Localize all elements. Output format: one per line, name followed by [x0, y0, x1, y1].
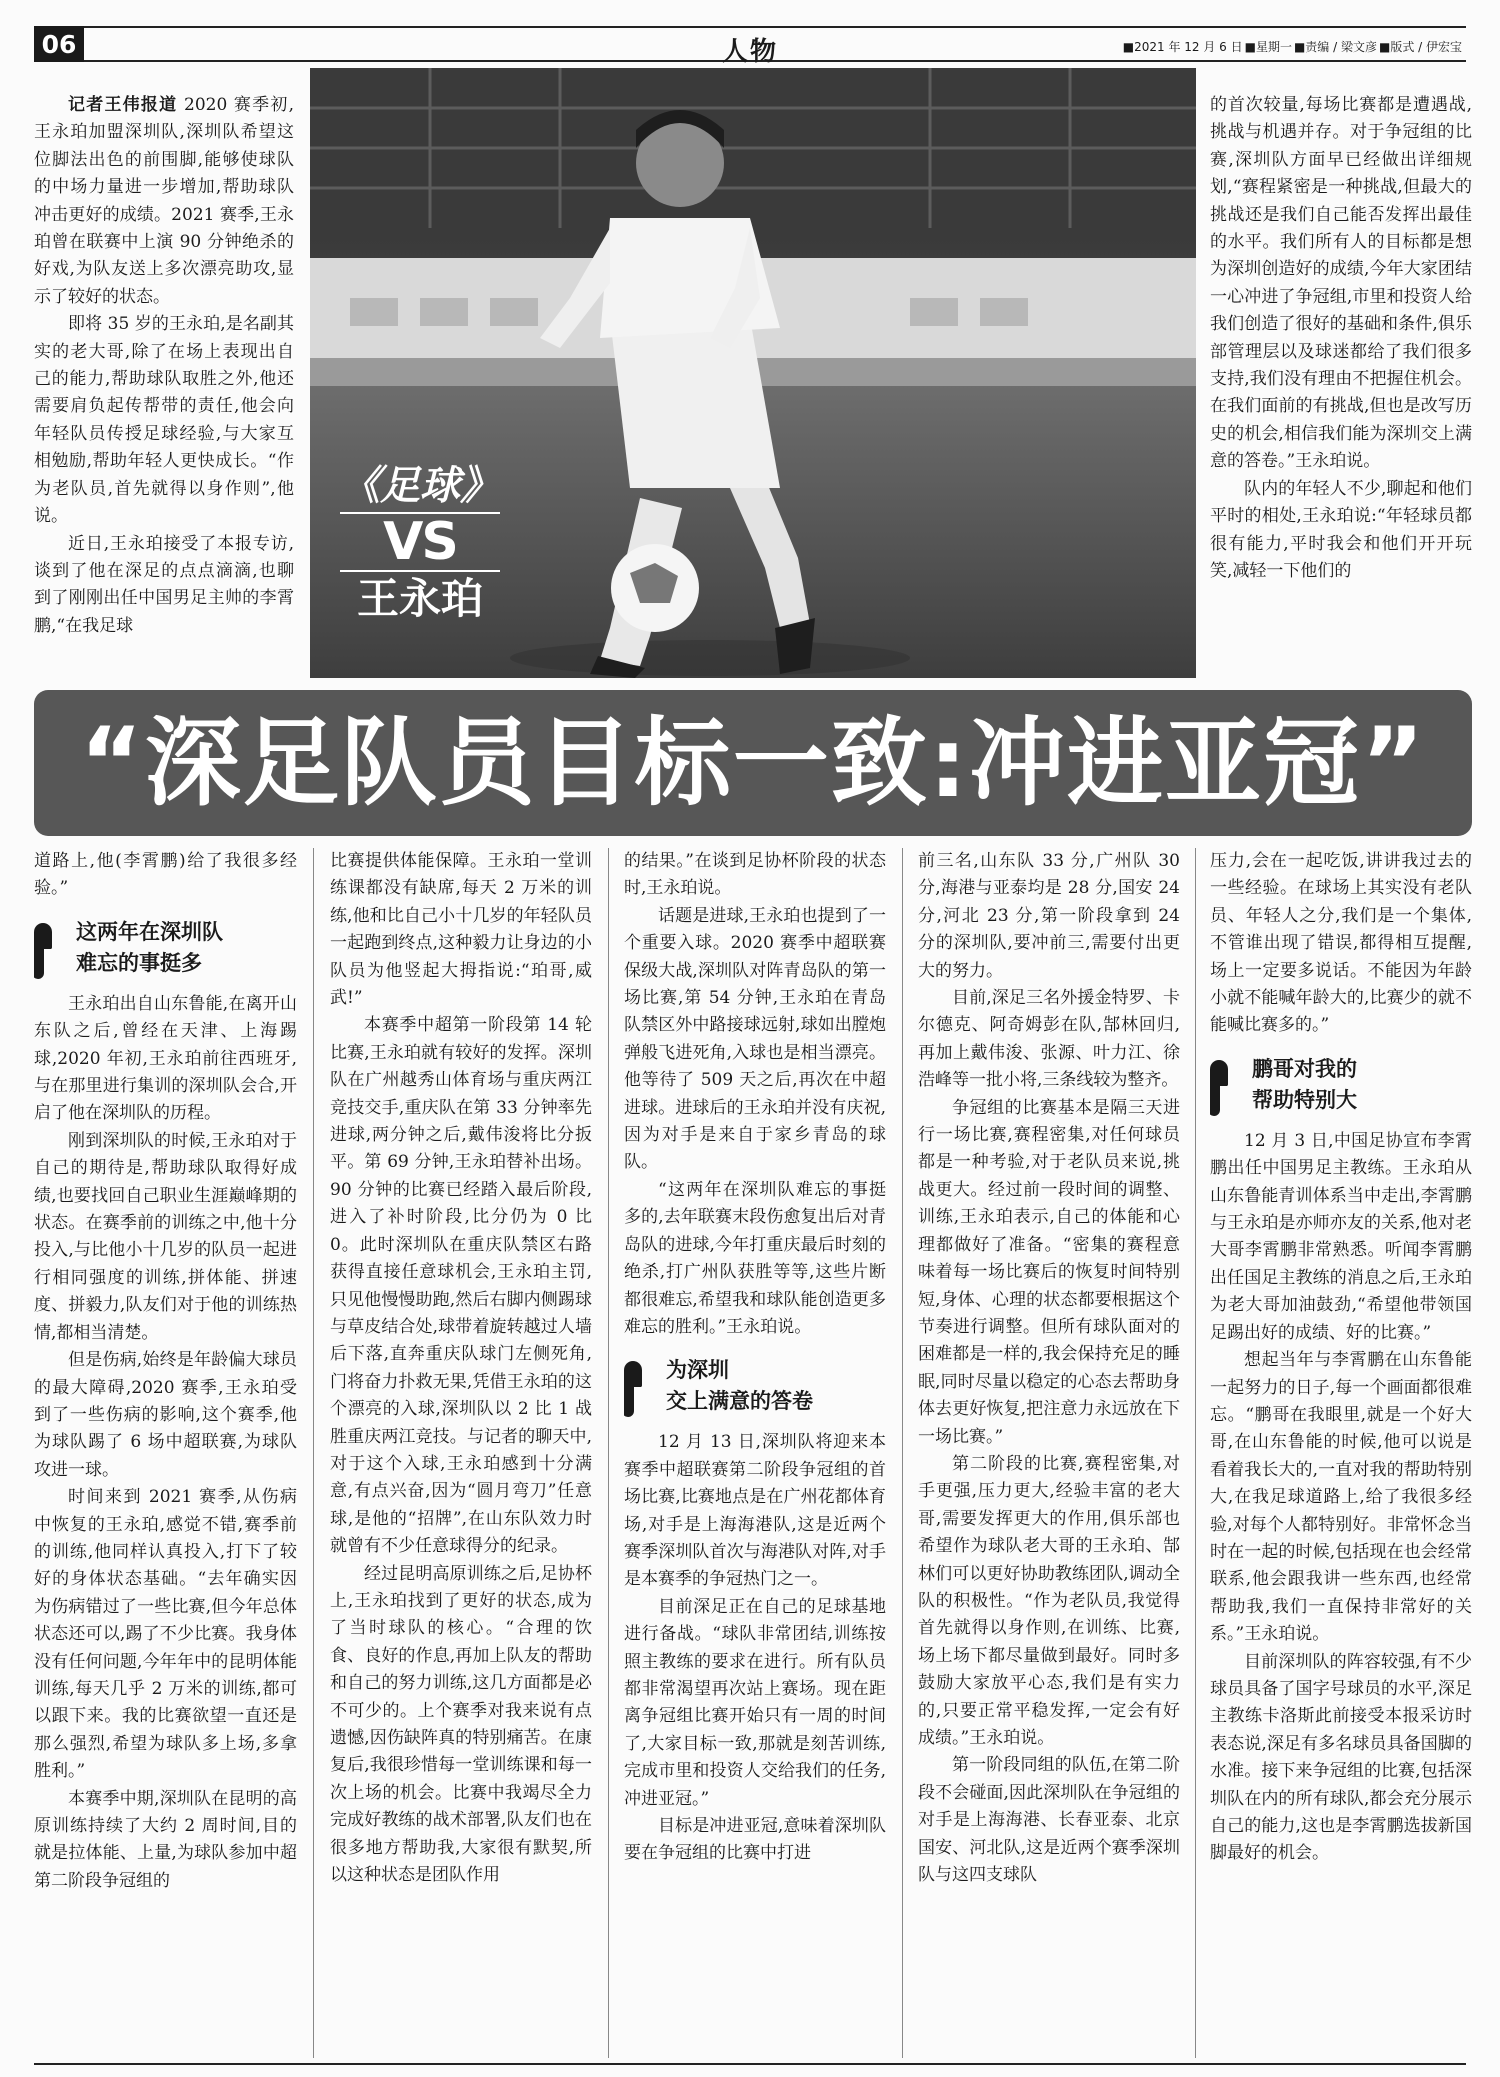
article-column-3 — [624, 848, 886, 2063]
headline: “深足队员目标一致:冲进亚冠” — [79, 707, 1427, 819]
section-title: 人物 — [721, 37, 778, 67]
article-paragraph: 经过昆明高原训练之后,足协杯上,王永珀找到了更好的状态,成为了当时球队的核心。“合理的饮食、良好的作息,再加上队友的帮助和自己的努力训练,这几方面都是必不可少的。上个赛季对我来说有点遗憾,因伤缺阵真的特别痛苦。在康复后,我很珍惜每一堂训练课和每一次上场的机会。比赛中我竭尽全力完成好教练的战术部署,队友们也在很多地方帮助我,大家很有默契,所以这种状态是团队作用 — [330, 1563, 592, 1886]
subheading-line: 这两年在深圳队 — [76, 919, 223, 944]
article-paragraph: 目前深圳队的阵容较强,有不少球员具备了国字号球员的水平,深足主教练卡洛斯此前接受本报采访时表态说,深足有多名球员具备国脚的水准。接下来争冠组的比赛,包括深圳队在内的所有球队,都会充分展示自己的能力,这也是李霄鹏选拔新国脚最好的机会。 — [1210, 1651, 1472, 1864]
article-paragraph: 记者王伟报道 2020 赛季初,王永珀加盟深圳队,深圳队希望这位脚法出色的前围脚,能够使球队的中场力量进一步增加,帮助球队冲击更好的成绩。2021 赛季,王永珀曾在联赛中上演 90 分钟绝杀的好戏,为队友送上多次漂亮助攻,显示了较好的状态。 — [34, 95, 294, 307]
article-paragraph: 的首次较量,每场比赛都是遭遇战,挑战与机遇并存。对于争冠组的比赛,深圳队方面早已经做出详细规划,“赛程紧密是一种挑战,但最大的挑战还是我们自己能否发挥出最佳的水平。我们所有人的目标都是想为深圳创造好的成绩,今年大家团结一心冲进了争冠组,市里和投资人给我们创造了很好的基础和条件,俱乐部管理层以及球迷都给了我们很多支持,我们没有理由不把握住机会。在我们面前的有挑战,但也是改写历史的机会,相信我们能为深圳交上满意的答卷。”王永珀说。 — [1210, 95, 1472, 472]
subheading-line: 帮助特别大 — [1252, 1087, 1357, 1112]
photo-title — [340, 462, 500, 624]
header-weekday: ■星期一 — [1244, 40, 1292, 54]
article-paragraph: 道路上,他(李霄鹏)给了我很多经验。” — [34, 851, 297, 899]
column-divider — [608, 848, 609, 2058]
subheading — [1210, 1054, 1472, 1118]
article-paragraph: 即将 35 岁的王永珀,是名副其实的老大哥,除了在场上表现出自己的能力,帮助球队取胜之外,他还需要肩负起传帮带的责任,他会向年轻队员传授足球经验,与大家互相勉励,帮助年轻人更快成长。“作为老队员,首先就得以身作则”,他说。 — [34, 314, 294, 527]
subheading-line: 为深圳 — [666, 1358, 729, 1383]
subheading — [34, 917, 297, 981]
article-paragraph: 队内的年轻人不少,聊起和他们平时的相处,王永珀说:“年轻球员都很有能力,平时我会和他们开开玩笑,减轻一下他们的 — [1210, 478, 1472, 581]
article-paragraph: 但是伤病,始终是年龄偏大球员的最大障碍,2020 赛季,王永珀受到了一些伤病的影响,这个赛季,他为球队踢了 6 场中超联赛,为球队攻进一球。 — [34, 1350, 297, 1480]
article-paragraph: 话题是进球,王永珀也提到了一个重要入球。2020 赛季中超联赛保级大战,深圳队对阵青岛队的第一场比赛,第 54 分钟,王永珀在青岛队禁区外中路接球远射,球如出膛炮弹般飞进死角,入球也是相当漂亮。他等待了 509 天之后,再次在中超进球。进球后的王永珀并没有庆祝,因为对手是来自于家乡青岛的球队。 — [624, 905, 886, 1173]
article-paragraph: 第二阶段的比赛,赛程密集,对手更强,压力更大,经验丰富的老大哥,需要发挥更大的作用,俱乐部也希望作为球队老大哥的王永珀、郜林们可以更好协助教练团队,调动全队的积极性。“作为老队员,我觉得首先就得以身作则,在训练、比赛,场上场下都尽量做到最好。同时多鼓励大家放平心态,我们是有实力的,只要正常平稳发挥,一定会有好成绩。”王永珀说。 — [918, 1453, 1180, 1748]
column-divider — [313, 848, 314, 2058]
header-editor: ■责编 / 梁文彦 — [1293, 40, 1377, 54]
subheading-line: 鹏哥对我的 — [1252, 1056, 1357, 1081]
article-paragraph: 前三名,山东队 33 分,广州队 30 分,海港与亚泰均是 28 分,国安 24 分,河北 23 分,第一阶段拿到 24 分的深圳队,要冲前三,需要付出更大的努力。 — [918, 851, 1180, 981]
header-layout: ■版式 / 伊宏宝 — [1378, 40, 1462, 54]
article-paragraph: “这两年在深圳队难忘的事挺多的,去年联赛末段伤愈复出后对青岛队的进球,今年打重庆最后时刻的绝杀,打广州队获胜等等,这些片断都很难忘,希望我和球队能创造更多难忘的胜利。”王永珀说。 — [624, 1179, 886, 1337]
page-number: 06 — [34, 26, 84, 62]
bottom-rule — [34, 2063, 1466, 2065]
article-paragraph: 比赛提供体能保障。王永珀一堂训练课都没有缺席,每天 2 万米的训练,他和比自己小十几岁的年轻队员一起跑到终点,这种毅力让身边的小队员为他竖起大拇指说:“珀哥,威武!” — [330, 851, 592, 1009]
article-column-top-right — [1210, 92, 1472, 672]
photo-title-line1: 《足球》 — [340, 463, 500, 509]
article-paragraph: 目前,深足三名外援金特罗、卡尔德克、阿奇姆彭在队,郜林回归,再加上戴伟浚、张源、叶力江、徐浩峰等一批小将,三条线较为整齐。 — [918, 988, 1180, 1091]
article-paragraph: 近日,王永珀接受了本报专访,谈到了他在深足的点点滴滴,也聊到了刚刚出任中国男足主帅的李霄鹏,“在我足球 — [34, 533, 294, 636]
subheading-line: 交上满意的答卷 — [666, 1389, 813, 1414]
article-paragraph: 压力,会在一起吃饭,讲讲我过去的一些经验。在球场上其实没有老队员、年轻人之分,我们是一个集体,不管谁出现了错误,都得相互提醒,场上一定要多说话。不能因为年龄小就不能喊年龄大的,比赛少的就不能喊比赛多的。” — [1210, 851, 1472, 1036]
quote-mark-icon — [1210, 1060, 1228, 1086]
article-column-4 — [918, 848, 1180, 2063]
article-paragraph: 目标是冲进亚冠,意味着深圳队要在争冠组的比赛中打进 — [624, 1816, 886, 1864]
quote-mark-icon — [34, 923, 52, 949]
quote-mark-icon — [624, 1361, 642, 1387]
article-column-2 — [330, 848, 592, 2063]
photo-title-line3: 王永珀 — [356, 574, 483, 623]
article-paragraph: 第一阶段同组的队伍,在第二阶段不会碰面,因此深圳队在争冠组的对手是上海海港、长春亚泰、北京国安、河北队,这是近两个赛季深圳队与这四支球队 — [918, 1755, 1180, 1886]
article-paragraph: 想起当年与李霄鹏在山东鲁能一起努力的日子,每一个画面都很难忘。“鹏哥在我眼里,就是一个好大哥,在山东鲁能的时候,他可以说是看着我长大的,一直对我的帮助特别大,在我足球道路上,给了我很多经验,对每个人都特别好。非常怀念当时在一起的时候,包括现在也会经常联系,他会跟我讲一些东西,也经常帮助我,我们一直保持非常好的关系。”王永珀说。 — [1210, 1350, 1472, 1645]
article-paragraph: 本赛季中超第一阶段第 14 轮比赛,王永珀就有较好的发挥。深圳队在广州越秀山体育场与重庆两江竞技交手,重庆队在第 33 分钟率先进球,两分钟之后,戴伟浚将比分扳平。第 69 分钟,王永珀替补出场。90 分钟的比赛已经踏入最后阶段,进入了补时阶段,比分仍为 0 比 0。此时深圳队在重庆队禁区右路获得直接任意球机会,王永珀主罚,只见他慢慢助跑,然后右脚内侧踢球与草皮结合处,球带着旋转越过人墙后下落,直奔重庆队球门左侧死角,门将奋力扑救无果,凭借王永珀的这个漂亮的入球,深圳队以 2 比 1 战胜重庆两江竞技。与记者的聊天中,对于这个入球,王永珀感到十分满意,有点兴奋,因为“圆月弯刀”任意球,是他的“招牌”,在山东队效力时就曾有不少任意球得分的纪录。 — [330, 1015, 592, 1557]
byline: 记者王伟报道 — [68, 95, 178, 115]
article-paragraph: 12 月 13 日,深圳队将迎来本赛季中超联赛第二阶段争冠组的首场比赛,比赛地点是在广州花都体育场,对手是上海海港队,这是近两个赛季深圳队首次与海港队对阵,对手是本赛季的争冠热门之一。 — [624, 1432, 886, 1590]
header-meta — [1121, 38, 1462, 55]
article-paragraph: 王永珀出自山东鲁能,在离开山东队之后,曾经在天津、上海踢球,2020 年初,王永珀前往西班牙,与在那里进行集训的深圳队会合,开启了他在深圳队的历程。 — [34, 993, 297, 1124]
subheading-line: 难忘的事挺多 — [76, 950, 202, 975]
article-paragraph: 时间来到 2021 赛季,从伤病中恢复的王永珀,感觉不错,赛季前的训练,他同样认真投入,打下了较好的身体状态基础。“去年确实因为伤病错过了一些比赛,但今年总体状态还可以,踢了不少比赛。我身体没有任何问题,今年年中的昆明体能训练,每天几乎 2 万米的训练,都可以跟下来。我的比赛欲望一直还是那么强烈,希望为球队多上场,多拿胜利。” — [34, 1487, 297, 1782]
subheading — [624, 1355, 886, 1419]
column-divider — [902, 848, 903, 2058]
photo-title-line2: VS — [340, 512, 500, 572]
article-column-5 — [1210, 848, 1472, 2063]
article-column-top-left — [34, 92, 294, 672]
article-paragraph: 的结果。”在谈到足协杯阶段的状态时,王永珀说。 — [624, 851, 886, 899]
header-date: ■2021 年 12 月 6 日 — [1122, 40, 1243, 54]
article-column-1 — [34, 848, 297, 2063]
article-paragraph: 目前深足正在自己的足球基地进行备战。“球队非常团结,训练按照主教练的要求在进行。所有队员都非常渴望再次站上赛场。现在距离争冠组比赛开始只有一周的时间了,大家目标一致,那就是刻苦训练,完成市里和投资人交给我们的任务,冲进亚冠。” — [624, 1596, 886, 1809]
article-paragraph: 12 月 3 日,中国足协宣布李霄鹏出任中国男足主教练。王永珀从山东鲁能青训体系当中走出,李霄鹏与王永珀是亦师亦友的关系,他对老大哥李霄鹏非常熟悉。听闻李霄鹏出任国足主教练的消息之后,王永珀为老大哥加油鼓劲,“希望他带领国足踢出好的成绩、好的比赛。” — [1210, 1130, 1472, 1343]
article-paragraph: 刚到深圳队的时候,王永珀对于自己的期待是,帮助球队取得好成绩,也要找回自己职业生涯巅峰期的状态。在赛季前的训练之中,他十分投入,与比他小十几岁的队员一起进行相同强度的训练,拼体能、拼速度、拼毅力,队友们对于他的训练热情,都相当清楚。 — [34, 1130, 297, 1343]
column-divider — [1195, 848, 1196, 2058]
article-paragraph: 本赛季中期,深圳队在昆明的高原训练持续了大约 2 周时间,目的就是拉体能、上量,为球队参加中超第二阶段争冠组的 — [34, 1788, 297, 1891]
article-paragraph: 争冠组的比赛基本是隔三天进行一场比赛,赛程密集,对任何球员都是一种考验,对于老队员来说,挑战更大。经过前一段时间的调整、训练,王永珀表示,自己的体能和心理都做好了准备。“密集的赛程意味着每一场比赛后的恢复时间特别短,身体、心理的状态都要根据这个节奏进行调整。但所有球队面对的困难都是一样的,我会保持充足的睡眠,同时尽量以稳定的心态去帮助身体去更好恢复,把注意力永远放在下一场比赛。” — [918, 1097, 1180, 1447]
